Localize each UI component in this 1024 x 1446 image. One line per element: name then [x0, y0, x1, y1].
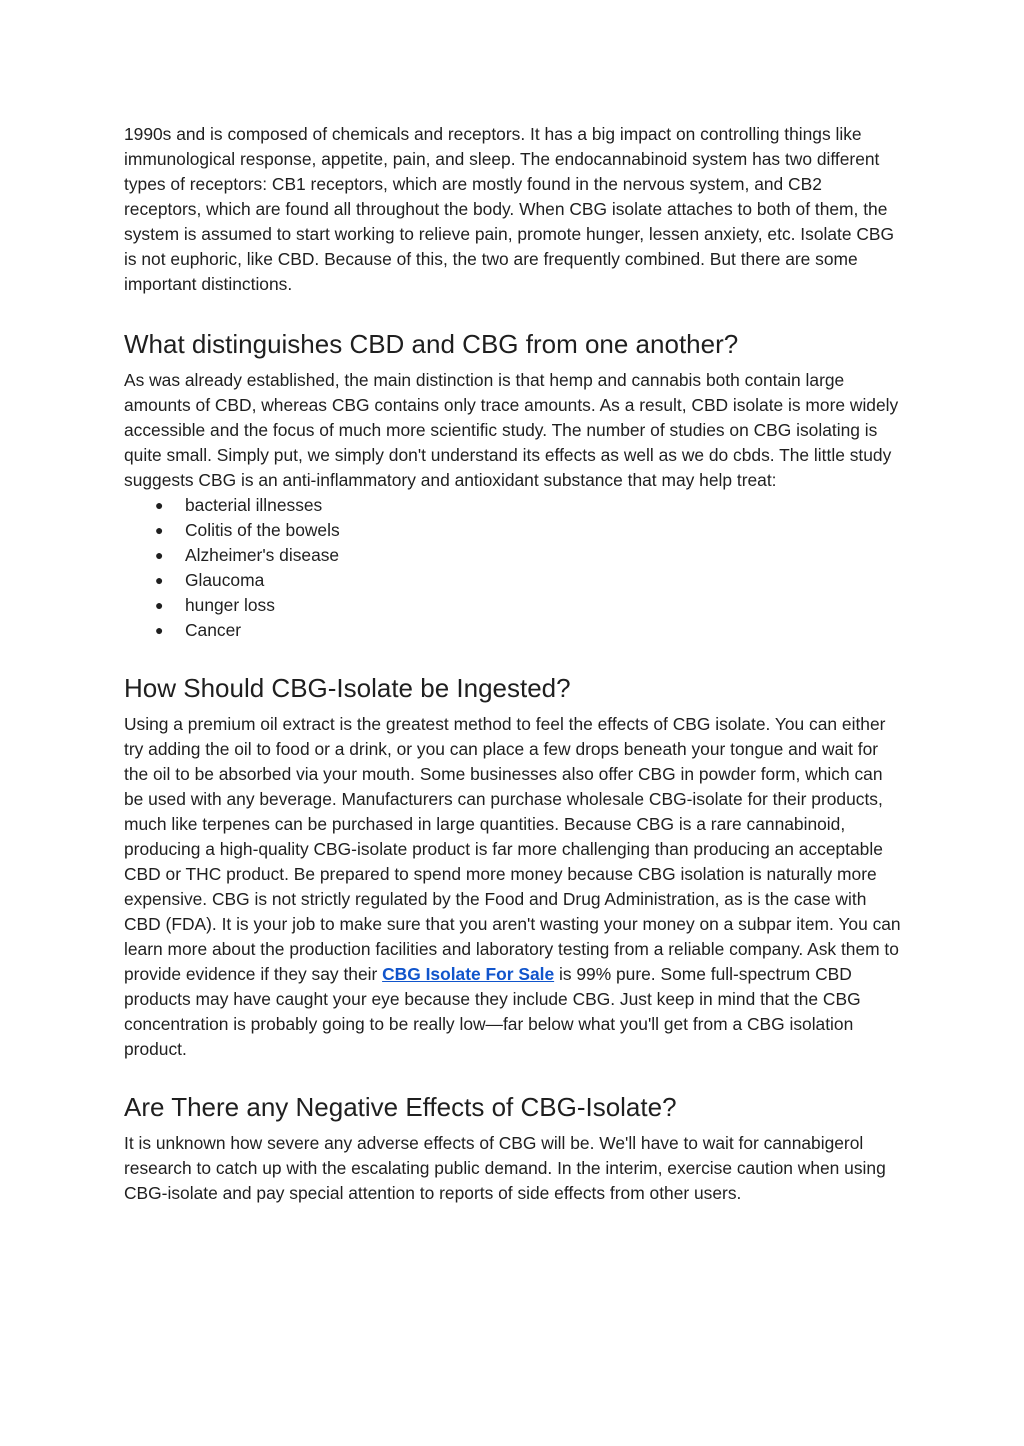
intro-paragraph: 1990s and is composed of chemicals and receptors. It has a big impact on controlling things like immunological response, appetite, pain, and sleep. The endocannabinoid system has two different types of receptors: CB1 receptors, which are mostly found in the nervous system, and CB2 receptors, which are found all throughout the body. When CBG isolate attaches to both of them, the system is assumed to start working to relieve pain, promote hunger, lessen anxiety, etc. Isolate CBG is not euphoric, like CBD. Because of this, the two are frequently combined. But there are some important distinctions. — [124, 124, 895, 294]
list-item-label: Alzheimer's disease — [185, 545, 340, 565]
bullet-icon: ● — [155, 622, 164, 638]
section-heading-ingested: How Should CBG-Isolate be Ingested? — [124, 673, 571, 703]
document-page — [124, 122, 904, 1206]
list-item-label: Glaucoma — [185, 570, 265, 590]
bullet-icon: ● — [155, 572, 164, 588]
section-heading-negative-effects: Are There any Negative Effects of CBG-Isolate? — [124, 1092, 677, 1122]
section-ingested-paragraph — [124, 712, 904, 1062]
bullet-icon: ● — [155, 497, 164, 513]
list-item — [124, 618, 904, 643]
section-distinguishes-paragraph: As was already established, the main distinction is that hemp and cannabis both contain large amounts of CBD, whereas CBG contains only trace amounts. As a result, CBD isolate is more widely accessible and the focus of much more scientific study. The number of studies on CBG isolating is quite small. Simply put, we simply don't understand its effects as well as we do cbds. The little study suggests CBG is an anti-inflammatory and antioxidant substance that may help treat: — [124, 370, 899, 490]
list-item — [124, 493, 904, 518]
bullet-icon: ● — [155, 547, 164, 563]
bullet-icon: ● — [155, 597, 164, 613]
list-item — [124, 518, 904, 543]
paragraph-text-after-link: is 99% pure. Some full-spectrum CBD products may have caught your eye because they include CBG. Just keep in mind that the CBG concentration is probably going to be really low—far below what you'll get from a CBG isolation product. — [124, 964, 861, 1059]
list-item-label: bacterial illnesses — [185, 495, 323, 515]
list-item — [124, 543, 904, 568]
bullet-icon: ● — [155, 522, 164, 538]
list-item — [124, 593, 904, 618]
list-item-label: Colitis of the bowels — [185, 520, 340, 540]
list-item-label: Cancer — [185, 620, 242, 640]
section-negative-effects-paragraph: It is unknown how severe any adverse effects of CBG will be. We'll have to wait for cannabigerol research to catch up with the escalating public demand. In the interim, exercise caution when using CBG-isolate and pay special attention to reports of side effects from other users. — [124, 1133, 886, 1203]
section-heading-distinguishes: What distinguishes CBD and CBG from one another? — [124, 329, 739, 359]
paragraph-text-before-link: Using a premium oil extract is the greatest method to feel the effects of CBG isolate. You can either try adding the oil to food or a drink, or you can place a few drops beneath your tongue and wait for the oil to be absorbed via your mouth. Some businesses also offer CBG in powder form, which can be used with any beverage. Manufacturers can purchase wholesale CBG-isolate for their products, much like terpenes can be purchased in large quantities. Because CBG is a rare cannabinoid, producing a high-quality CBG-isolate product is far more challenging than producing an acceptable CBD or THC product. Be prepared to spend more money because CBG isolation is naturally more expensive. CBG is not strictly regulated by the Food and Drug Administration, as is the case with CBD (FDA). It is your job to make sure that you aren't wasting your money on a subpar item. You can learn more about the production facilities and laboratory testing from a reliable company. Ask them to provide evidence if they say their — [124, 714, 901, 984]
list-item — [124, 568, 904, 593]
cbg-isolate-for-sale-link[interactable]: CBG Isolate For Sale — [382, 964, 555, 984]
conditions-list — [124, 493, 904, 643]
list-item-label: hunger loss — [185, 595, 275, 615]
